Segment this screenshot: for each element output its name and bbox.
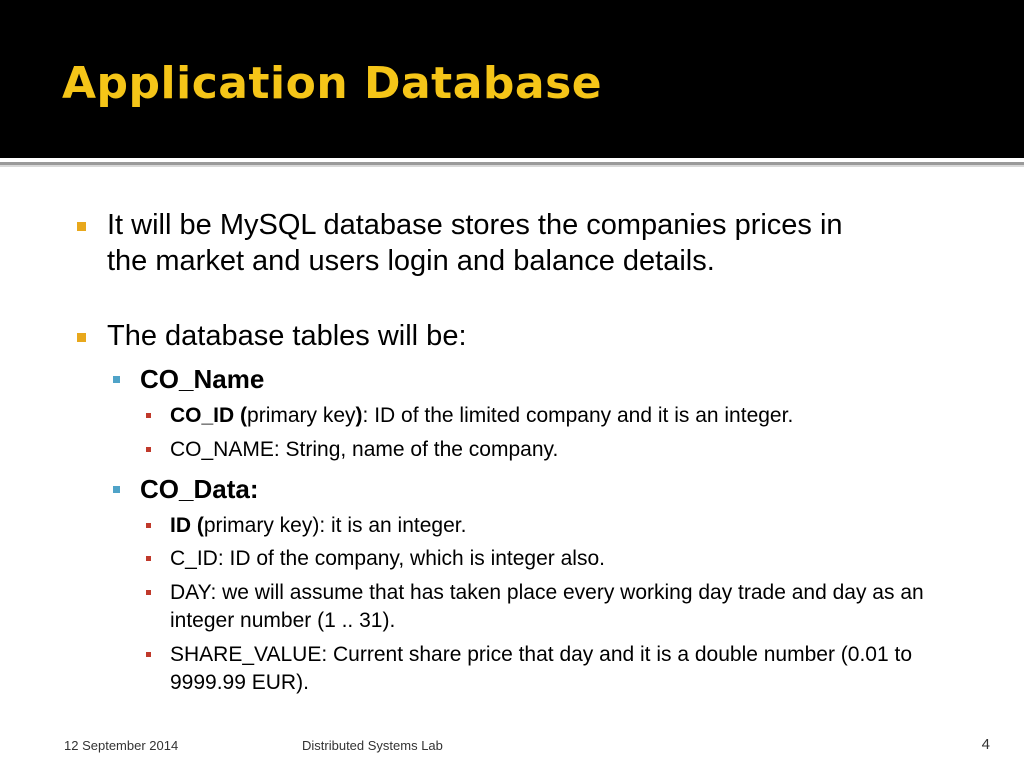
square-bullet-icon	[113, 376, 120, 383]
bullet-item	[107, 318, 887, 354]
bullet-text: It will be MySQL database stores the companies prices in the market and users login and balance details.	[107, 209, 843, 277]
table-name-co-name: CO_Name	[140, 364, 265, 394]
square-bullet-icon	[77, 222, 86, 231]
table-name-co-data: CO_Data:	[140, 474, 259, 504]
field-text: primary key): it is an integer.	[203, 514, 467, 537]
field-text: SHARE_VALUE: Current share price that day and it is a double number (0.01 to 9999.99 EUR).	[170, 643, 913, 694]
field-item	[170, 512, 970, 540]
field-text: primary key	[247, 404, 356, 427]
title-bar	[0, 0, 1024, 158]
footer-title: Distributed Systems Lab	[302, 738, 443, 753]
field-key: CO_ID (	[170, 404, 248, 427]
field-item	[170, 436, 970, 464]
field-item	[170, 579, 960, 635]
square-bullet-icon	[77, 333, 86, 342]
field-item	[170, 402, 970, 430]
field-key: )	[355, 404, 363, 427]
field-text: CO_NAME: String, name of the company.	[170, 438, 559, 461]
bullet-item	[107, 207, 887, 279]
field-text: : ID of the limited company and it is an integer.	[362, 404, 794, 427]
sub-bullet-item	[140, 473, 258, 505]
divider-light	[0, 165, 1024, 167]
square-bullet-icon	[146, 413, 151, 418]
square-bullet-icon	[146, 652, 151, 657]
slide-title: Application Database	[62, 58, 603, 109]
square-bullet-icon	[113, 486, 120, 493]
bullet-text: The database tables will be:	[107, 320, 467, 352]
field-item	[170, 545, 970, 573]
page-number: 4	[981, 736, 990, 753]
sub-bullet-item	[140, 363, 264, 395]
footer-date: 12 September 2014	[64, 738, 179, 753]
field-item	[170, 641, 940, 697]
field-text: C_ID: ID of the company, which is integer also.	[170, 547, 605, 570]
field-key: ID (	[170, 514, 204, 537]
square-bullet-icon	[146, 556, 151, 561]
square-bullet-icon	[146, 523, 151, 528]
field-text: DAY: we will assume that has taken place every working day trade and day as an integer number (1 .. 31).	[170, 581, 924, 632]
square-bullet-icon	[146, 447, 151, 452]
square-bullet-icon	[146, 590, 151, 595]
